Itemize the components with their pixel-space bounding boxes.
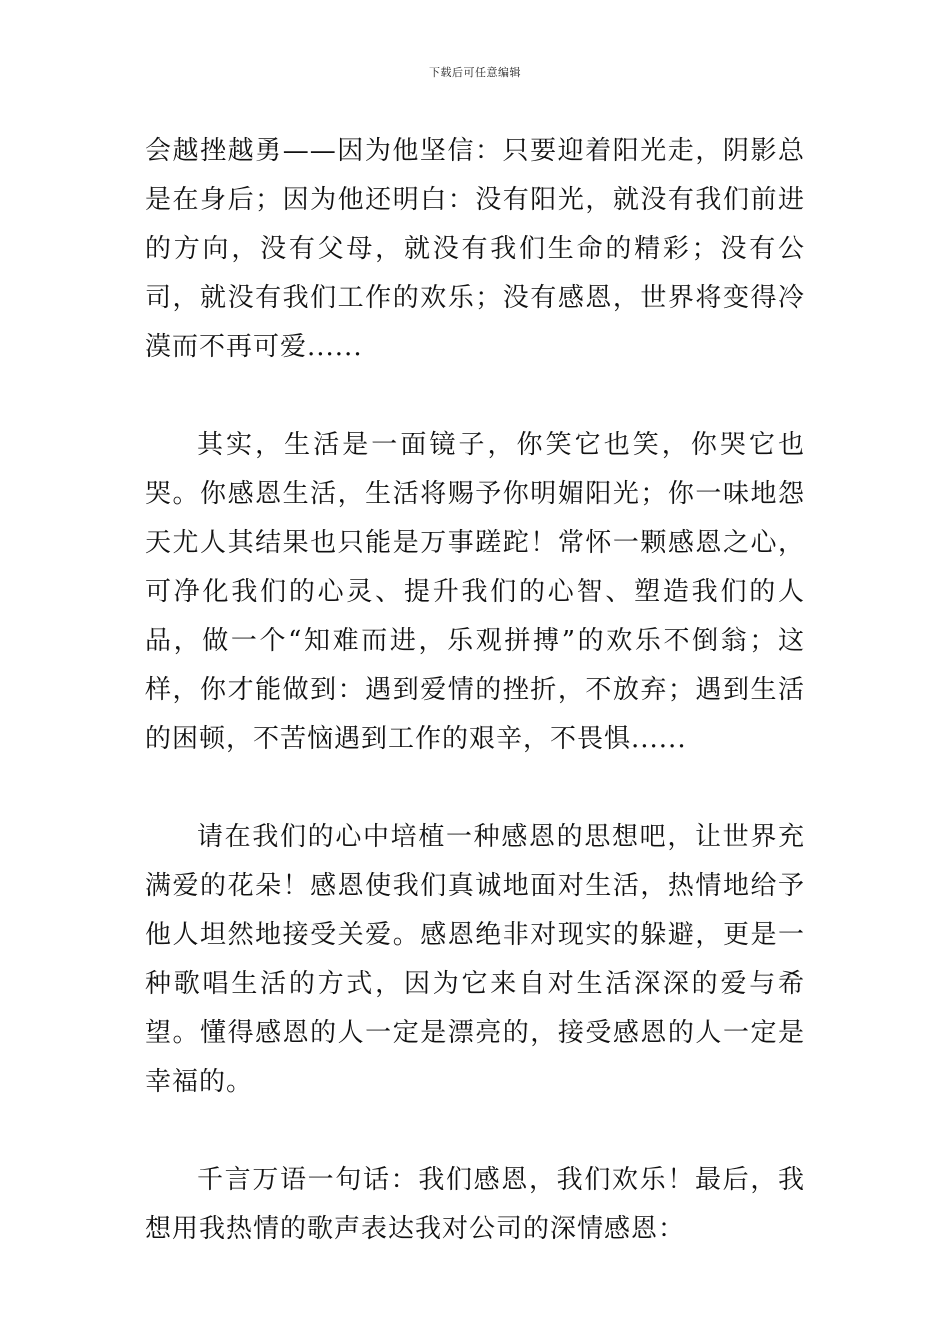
paragraph-4: 千言万语一句话：我们感恩，我们欢乐！最后，我想用我热情的歌声表达我对公司的深情感恩：: [145, 1165, 805, 1244]
paragraph-3: 请在我们的心中培植一种感恩的思想吧，让世界充满爱的花朵！感恩使我们真诚地面对生活，热情地给予他人坦然地接受关爱。感恩绝非对现实的躲避，更是一种歌唱生活的方式，因为它来自对生活深深的爱与希望。懂得感恩的人一定是漂亮的，接受感恩的人一定是幸福的。: [145, 822, 805, 1097]
document-body: [145, 127, 805, 1254]
page-header: 下载后可任意编辑: [429, 66, 521, 79]
paragraph-gap: [145, 764, 805, 813]
paragraph-gap: [145, 372, 805, 421]
paragraph-1: 会越挫越勇——因为他坚信：只要迎着阳光走，阴影总是在身后；因为他还明白：没有阳光，就没有我们前进的方向，没有父母，就没有我们生命的精彩；没有公司，就没有我们工作的欢乐；没有感恩，世界将变得冷漠而不再可爱......: [145, 136, 805, 362]
paragraph-2: 其实，生活是一面镜子，你笑它也笑，你哭它也哭。你感恩生活，生活将赐予你明媚阳光；你一味地怨天尤人其结果也只能是万事蹉跎！常怀一颗感恩之心，可净化我们的心灵、提升我们的心智、塑造我们的人品，做一个“知难而进，乐观拼搏”的欢乐不倒翁；这样，你才能做到：遇到爱情的挫折，不放弃；遇到生活的困顿，不苦恼遇到工作的艰辛，不畏惧......: [145, 430, 805, 754]
paragraph-gap: [145, 1107, 805, 1156]
